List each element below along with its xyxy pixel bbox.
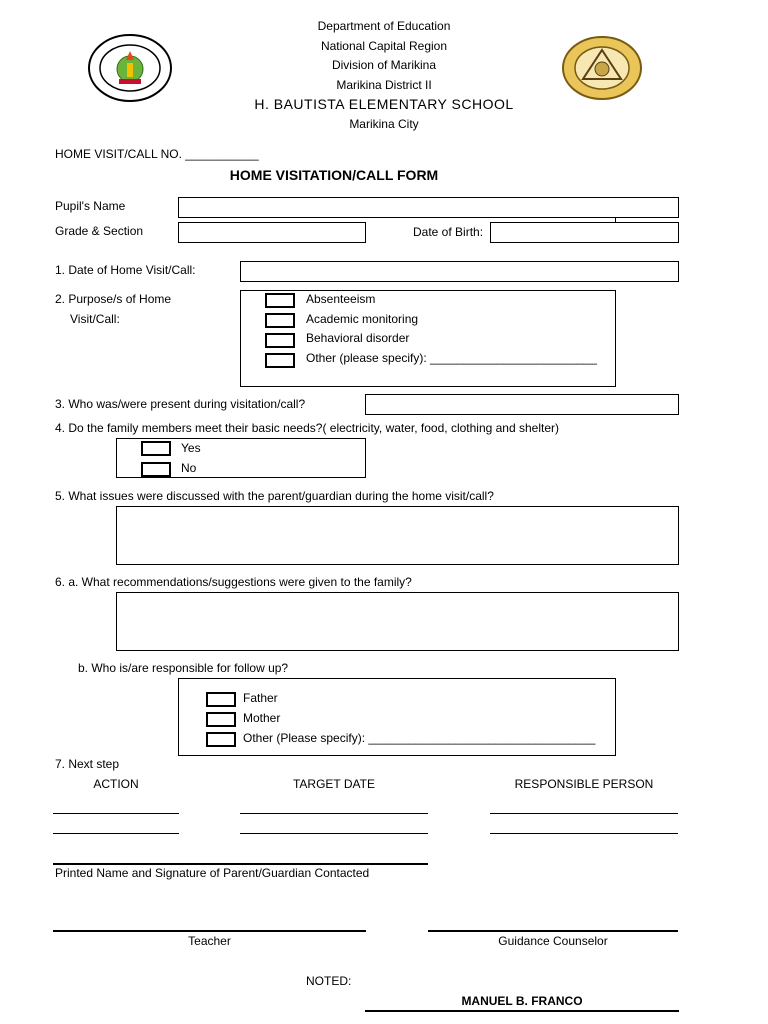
no-label: No <box>181 461 197 475</box>
yes-label: Yes <box>181 441 201 455</box>
q5-label: 5. What issues were discussed with the parent/guardian during the home visit/call? <box>55 489 494 503</box>
header-division: Division of Marikina <box>331 58 437 72</box>
header-city: Marikina City <box>349 117 419 131</box>
pupil-name-label: Pupil's Name <box>55 199 126 213</box>
responsible-person-line[interactable] <box>490 833 678 834</box>
q4-label: 4. Do the family members meet their basic needs?( electricity, water, food, clothing and shelter) <box>55 421 560 435</box>
action-header: ACTION <box>93 777 139 791</box>
mother-checkbox[interactable] <box>206 712 236 727</box>
parent-signature-label: Printed Name and Signature of Parent/Guardian Contacted <box>55 866 370 880</box>
counselor-signature-line[interactable] <box>428 930 678 932</box>
q2-label-cont: Visit/Call: <box>70 312 120 326</box>
action-line[interactable] <box>53 833 179 834</box>
form-title: HOME VISITATION/CALL FORM <box>229 167 439 183</box>
no-checkbox[interactable] <box>141 462 171 477</box>
other-checkbox[interactable] <box>206 732 236 747</box>
recommendations-field[interactable] <box>116 592 679 651</box>
father-checkbox[interactable] <box>206 692 236 707</box>
action-line[interactable] <box>53 813 179 814</box>
division-seal <box>561 35 643 101</box>
call-number: HOME VISIT/CALL NO. ___________ <box>55 147 259 161</box>
purpose-checkbox[interactable] <box>265 353 295 368</box>
target-date-header: TARGET DATE <box>292 777 375 791</box>
target-date-line[interactable] <box>240 833 428 834</box>
header-region: National Capital Region <box>320 39 448 53</box>
q6a-label: 6. a. What recommendations/suggestions were given to the family? <box>55 575 412 589</box>
principal-signature-line[interactable] <box>365 1010 679 1012</box>
grade-section-label: Grade & Section <box>55 224 144 238</box>
purpose-option: Academic monitoring <box>306 312 419 326</box>
father-label: Father <box>243 691 278 705</box>
purpose-group <box>240 290 616 387</box>
grade-section-field[interactable] <box>178 222 366 243</box>
teacher-signature-line[interactable] <box>53 930 366 932</box>
responsible-person-header: RESPONSIBLE PERSON <box>514 777 654 791</box>
purpose-option: Absenteeism <box>306 292 376 306</box>
school-name: H. BAUTISTA ELEMENTARY SCHOOL <box>254 96 514 112</box>
purpose-option: Other (please specify): _________________________ <box>306 351 597 365</box>
mother-label: Mother <box>243 711 281 725</box>
purpose-checkbox[interactable] <box>265 313 295 328</box>
dob-label: Date of Birth: <box>413 225 484 239</box>
counselor-label: Guidance Counselor <box>498 934 608 948</box>
noted-label: NOTED: <box>306 974 352 988</box>
school-logo <box>87 33 173 103</box>
pupil-name-field[interactable] <box>178 197 679 218</box>
purpose-checkbox[interactable] <box>265 293 295 308</box>
purpose-checkbox[interactable] <box>265 333 295 348</box>
q7-label: 7. Next step <box>55 757 120 771</box>
purpose-option: Behavioral disorder <box>306 331 410 345</box>
teacher-label: Teacher <box>188 934 231 948</box>
parent-signature-line[interactable] <box>53 863 428 865</box>
target-date-line[interactable] <box>240 813 428 814</box>
principal-name: MANUEL B. FRANCO <box>461 994 583 1008</box>
header-department: Department of Education <box>317 19 451 33</box>
q1-label: 1. Date of Home Visit/Call: <box>55 263 196 277</box>
responsible-person-line[interactable] <box>490 813 678 814</box>
header-district: Marikina District II <box>336 78 432 92</box>
present-persons-field[interactable] <box>365 394 679 415</box>
yes-checkbox[interactable] <box>141 441 171 456</box>
issues-discussed-field[interactable] <box>116 506 679 565</box>
q6b-label: b. Who is/are responsible for follow up? <box>78 661 289 675</box>
visit-date-field[interactable] <box>240 261 679 282</box>
dob-field[interactable] <box>490 222 679 243</box>
q3-label: 3. Who was/were present during visitation/call? <box>55 397 306 411</box>
q2-label: 2. Purpose/s of Home <box>55 292 172 306</box>
other-label: Other (Please specify): __________________________________ <box>243 731 596 745</box>
